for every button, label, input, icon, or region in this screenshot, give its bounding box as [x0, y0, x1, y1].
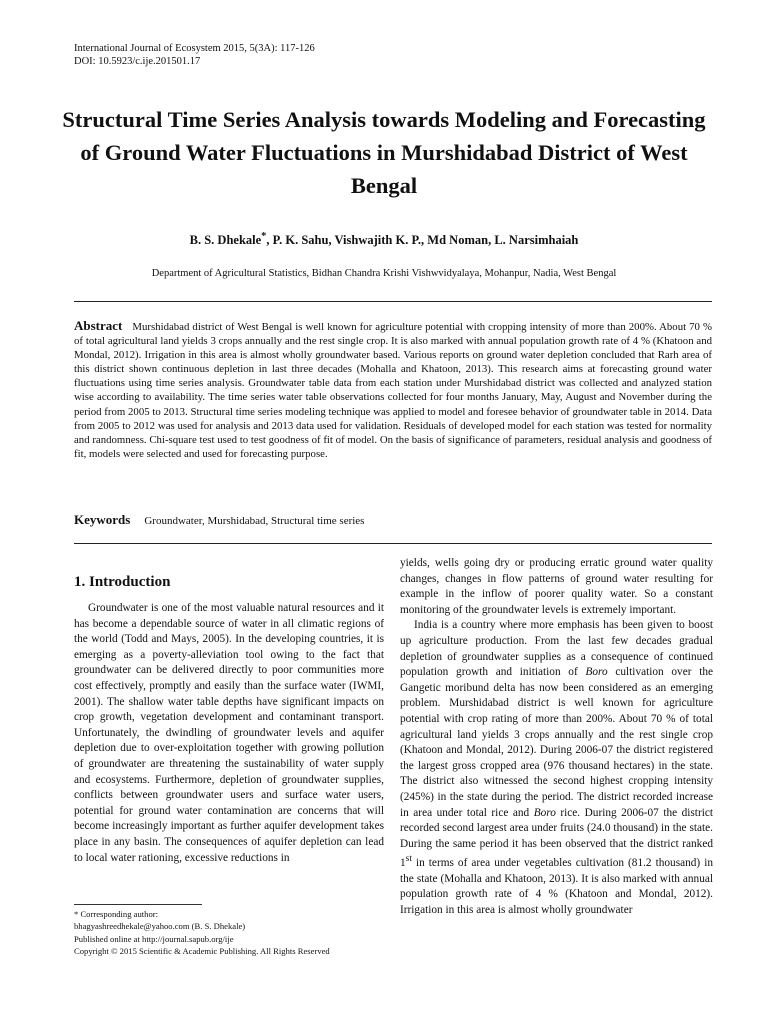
- abstract-bottom-divider: [74, 543, 712, 544]
- journal-header: [74, 42, 315, 68]
- body-paragraph: Groundwater is one of the most valuable natural resources and it has become a dependable source of water in all climatic regions of the world (Todd and Mays, 2005). In the developing countries, it is emerging as a poverty-alleviation tool owing to the fact that groundwater can be delivered directly to poor communities more cost effectively, promptly and easily than the surface water (IWMI, 2001). The shallow water table depths have significant impacts on crop growth, vegetation development and contaminant transport. Unfortunately, the dwindling of groundwater levels and aquifer depletion due to over-exploitation together with growing pollution of groundwater are threatening the sustainability of water supply and ecosystems. Furthermore, depletion of groundwater supplies, conflicts between groundwater users and surface water users, potential for ground water contamination are concerns that will become increasingly important as further aquifer development takes place in any basin. The consequences of aquifer depletion can lead to local water rationing, excessive reductions in: [74, 602, 384, 864]
- italic-term: Boro: [533, 806, 556, 819]
- ordinal-superscript: st: [405, 854, 412, 865]
- co-authors: , P. K. Sahu, Vishwajith K. P., Md Noman, L. Narsimhaiah: [266, 233, 579, 248]
- body-paragraph-continued: yields, wells going dry or producing erratic ground water quality changes, changes in flow patterns of ground water resulting for example in the inflow of poorer quality water. So a constant monitoring of the groundwater levels is extremely important.: [400, 557, 713, 616]
- left-column: [74, 574, 384, 866]
- author-list: [74, 231, 694, 248]
- abstract-top-divider: [74, 301, 712, 302]
- footnote-copyright: Copyright © 2015 Scientific & Academic Publishing. All Rights Reserved: [74, 945, 330, 956]
- corresponding-author: B. S. Dhekale: [189, 233, 262, 248]
- text-run: in terms of area under vegetables cultivation (81.2 thousand) in the state (Mohalla and Khatoon, 2013). It is also marked with annual population growth rate of 4 % (Khatoon and Mondal, 2012). Irrigation in this area is almost wholly groundwater: [400, 857, 713, 916]
- abstract-heading: Abstract: [74, 318, 123, 333]
- italic-term: Boro: [585, 666, 608, 679]
- footnotes: [74, 908, 330, 957]
- right-column: [400, 556, 713, 918]
- text-run: India is a country where more emphasis has been given to boost up agriculture production. From the last few decades gradual depletion of groundwater supplies as a consequence of continued population growth and initiation of: [400, 619, 713, 679]
- keywords-section: [74, 512, 364, 528]
- keywords-heading: Keywords: [74, 512, 131, 527]
- section-heading-introduction: 1. Introduction: [74, 574, 171, 590]
- paper-title: Structural Time Series Analysis towards Modeling and Forecasting of Ground Water Fluctuations in Murshidabad District of West Bengal: [62, 107, 706, 198]
- journal-citation: International Journal of Ecosystem 2015, 5(3A): 117-126: [74, 43, 315, 54]
- footnote-email: bhagyashreedhekale@yahoo.com (B. S. Dhekale): [74, 921, 246, 932]
- abstract-text: Murshidabad district of West Bengal is well known for agriculture potential with cropping intensity of more than 200%. About 70 % of total agricultural land yields 3 crops annually and the rest single crop. It is also marked with annual population growth rate of 4 % (Khatoon and Mondal, 2012). Irrigation in this area is almost wholly groundwater based. Various reports on ground water depletion concluded that Rarh area of this district shown continuous depletion in last three decades (Mohalla and Khatoon, 2013). This research aims at forecasting ground water fluctuations using time series analysis. Groundwater table data from each station under Murshidabad district was collected and analyzed station wise according to availability. The time series water table observations collected for four months January, May, August and November during the period from 2005 to 2013. Structural time series modeling technique was applied to model and foresee behavior of groundwater table in 2014. Data from 2005 to 2012 was used for analysis and 2013 data used for validation. Residuals of developed model for each station was tested for normality and randomness. Chi-square test used to test goodness of fit of model. On the basis of significance of parameters, residual analysis and goodness of fit, models were selected and used for forecasting purpose.: [74, 321, 712, 460]
- footnote-corresponding-author: * Corresponding author:: [74, 909, 159, 919]
- journal-doi: DOI: 10.5923/c.ije.201501.17: [74, 56, 201, 67]
- affiliation: Department of Agricultural Statistics, Bidhan Chandra Krishi Vishwvidyalaya, Mohanpur, Nadia, West Bengal: [151, 268, 617, 279]
- text-run: cultivation over the Gangetic moribund delta has now been considered as an emerging problem. Murshidabad district is well known for agriculture potential with crop rating of more than 200%. About 70 % of total agricultural land yields 3 crops annually and the rest single crop (Khatoon and Mondal, 2012). During 2006-07 the district registered the largest gross cropped area (976 thousand hectares) in the state. The district also witnessed the second highest cropping intensity (245%) in the state during the period. The district recorded increase in area under total rice and: [400, 666, 713, 819]
- corresponding-author-marker: *: [261, 231, 267, 242]
- keywords-text: Groundwater, Murshidabad, Structural time series: [144, 515, 365, 527]
- footnote-published-online: Published online at http://journal.sapub.org/ije: [74, 933, 234, 944]
- text-run: rice. During 2006-07 the district recorded second largest area under fruits (24.0 thousand) in the state. During the same period it has been observed that the district ranked 1: [400, 806, 713, 870]
- abstract-section: [74, 319, 712, 461]
- footnote-divider: [74, 904, 202, 905]
- body-paragraph: [400, 618, 713, 918]
